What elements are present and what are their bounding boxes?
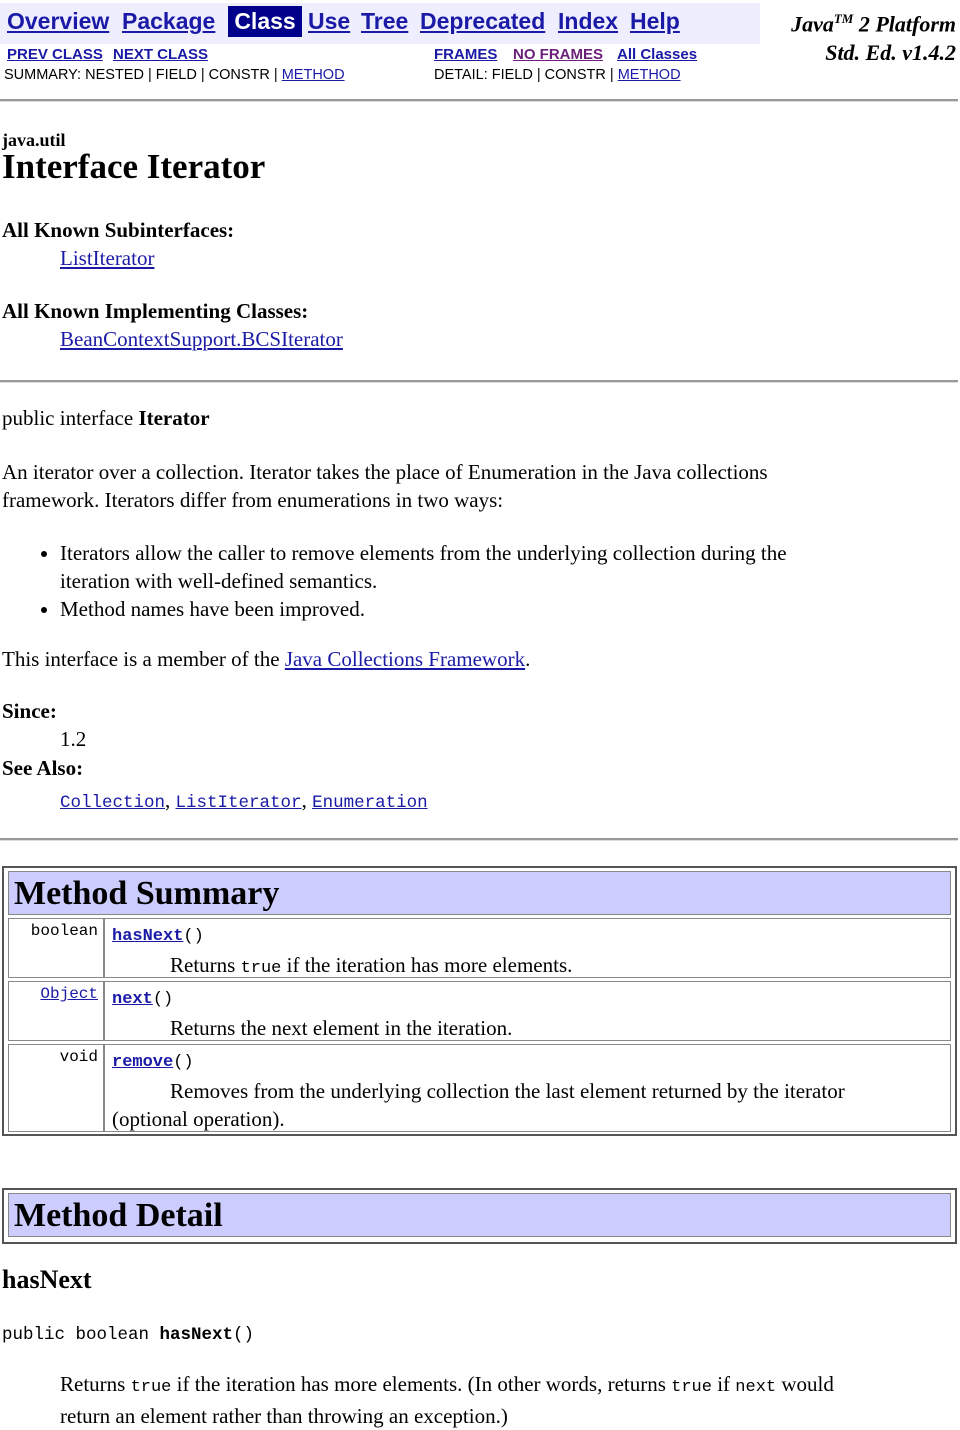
subinterface-link[interactable]: ListIterator [60, 246, 155, 270]
declaration-prefix: public interface [2, 406, 139, 430]
list-item-text: Iterators allow the caller to remove elements from the underlying collection during the [60, 541, 787, 565]
all-classes-link[interactable]: All Classes [617, 46, 698, 63]
platform-java: Java [791, 11, 834, 37]
method-description [112, 953, 572, 977]
see-also-enumeration-link[interactable]: Enumeration [312, 793, 428, 813]
method-params: () [183, 927, 204, 946]
method-signature [2, 1325, 254, 1345]
method-link-hasnext[interactable]: hasNext [112, 927, 184, 946]
see-also-listiterator-link[interactable]: ListIterator [175, 793, 302, 813]
description-line: An iterator over a collection. Iterator takes the place of Enumeration in the Java collections [2, 460, 768, 484]
next-class-link[interactable]: NEXT CLASS [113, 46, 209, 63]
table-row [8, 1044, 951, 1132]
detail-nav-text: DETAIL: FIELD | CONSTR | [434, 67, 618, 83]
method-cell [109, 982, 950, 1042]
differences-list [60, 539, 920, 623]
method-detail-table [2, 1188, 957, 1244]
return-type: void [9, 1045, 105, 1131]
list-item-text: iteration with well-defined semantics. [60, 569, 378, 593]
platform-tm: TM [833, 11, 854, 26]
method-params: () [152, 990, 174, 1009]
list-item [60, 595, 920, 623]
nav-deprecated-link[interactable]: Deprecated [420, 8, 546, 34]
description-text: if [711, 1372, 736, 1396]
method-detail-heading: Method Detail [8, 1193, 951, 1237]
nav-help-link[interactable]: Help [630, 8, 680, 34]
frames-link[interactable]: FRAMES [434, 46, 498, 63]
description-text: Returns [60, 1372, 131, 1396]
method-description: (optional operation). [112, 1107, 285, 1131]
description-text: Returns [170, 953, 241, 977]
code-text: true [671, 1378, 712, 1397]
method-cell [109, 1045, 950, 1133]
member-note-prefix: This interface is a member of the [2, 647, 285, 671]
code-text: next [735, 1378, 777, 1397]
since-value: 1.2 [60, 727, 87, 751]
separator: , [165, 788, 176, 812]
list-item-text: Method names have been improved. [60, 597, 365, 621]
subinterfaces-label: All Known Subinterfaces: [2, 218, 235, 242]
method-summary-heading: Method Summary [8, 871, 951, 915]
summary-nav-text: SUMMARY: NESTED | FIELD | CONSTR | [4, 67, 282, 83]
nav-index-link[interactable]: Index [558, 8, 619, 34]
summary-nav [4, 67, 345, 83]
method-summary-table [2, 866, 957, 1136]
member-note-suffix: . [525, 647, 531, 671]
nav-overview-link[interactable]: Overview [7, 8, 110, 34]
code-text: true [130, 1378, 172, 1397]
description-line: framework. Iterators differ from enumerations in two ways: [2, 488, 504, 512]
implementing-label: All Known Implementing Classes: [2, 299, 309, 323]
platform-version: Std. Ed. v1.4.2 [825, 40, 956, 66]
method-params: () [173, 1053, 194, 1072]
separator: , [301, 788, 313, 812]
table-row [8, 918, 951, 978]
return-type: boolean [9, 919, 105, 977]
page-title: Interface Iterator [2, 147, 266, 186]
declaration [2, 406, 210, 431]
prev-class-link[interactable]: PREV CLASS [7, 46, 103, 63]
signature-prefix: public boolean [2, 1325, 160, 1345]
declaration-name: Iterator [138, 406, 210, 430]
detail-nav [434, 67, 681, 83]
list-item [60, 539, 920, 595]
top-navigation [0, 0, 960, 100]
since-label: Since: [2, 699, 57, 723]
package-name: java.util [2, 130, 66, 150]
member-note [2, 647, 530, 672]
platform-name: 2 Platform [853, 11, 956, 37]
method-detail-description [60, 1370, 950, 1430]
nav-tree-link[interactable]: Tree [361, 8, 409, 34]
see-also-label: See Also: [2, 756, 84, 780]
method-detail-name: hasNext [2, 1265, 92, 1294]
description-text: if the iteration has more elements. (In other words, returns [171, 1372, 672, 1396]
method-link-next[interactable]: next [112, 990, 153, 1009]
collections-framework-link[interactable]: Java Collections Framework [284, 647, 526, 671]
divider [0, 99, 958, 102]
table-row [8, 981, 951, 1041]
method-cell [109, 919, 950, 983]
object-type-link[interactable]: Object [40, 985, 98, 1003]
platform-label [756, 4, 956, 67]
method-link-remove[interactable]: remove [112, 1053, 174, 1072]
nav-package-link[interactable]: Package [122, 8, 216, 34]
divider [0, 380, 958, 383]
description-text: if the iteration has more elements. [281, 953, 573, 977]
nav-class-current: Class [228, 6, 302, 37]
method-description: Returns the next element in the iteration. [170, 1016, 513, 1040]
no-frames-link[interactable]: NO FRAMES [513, 46, 603, 63]
see-also-links [60, 788, 428, 813]
description-paragraph [2, 458, 902, 514]
nav-use-link[interactable]: Use [308, 8, 351, 34]
signature-params: () [233, 1325, 255, 1345]
return-type [9, 982, 105, 1040]
method-description: Removes from the underlying collection the last element returned by the iterator [170, 1079, 845, 1103]
summary-method-link[interactable]: METHOD [281, 67, 345, 83]
signature-name: hasNext [159, 1325, 234, 1345]
description-text: would [776, 1372, 834, 1396]
detail-method-link[interactable]: METHOD [617, 67, 681, 83]
implementing-class-link[interactable]: BeanContextSupport.BCSIterator [60, 327, 343, 351]
see-also-collection-link[interactable]: Collection [60, 793, 166, 813]
divider [0, 838, 958, 841]
code-text: true [240, 959, 282, 978]
description-text: return an element rather than throwing an exception.) [60, 1404, 508, 1428]
